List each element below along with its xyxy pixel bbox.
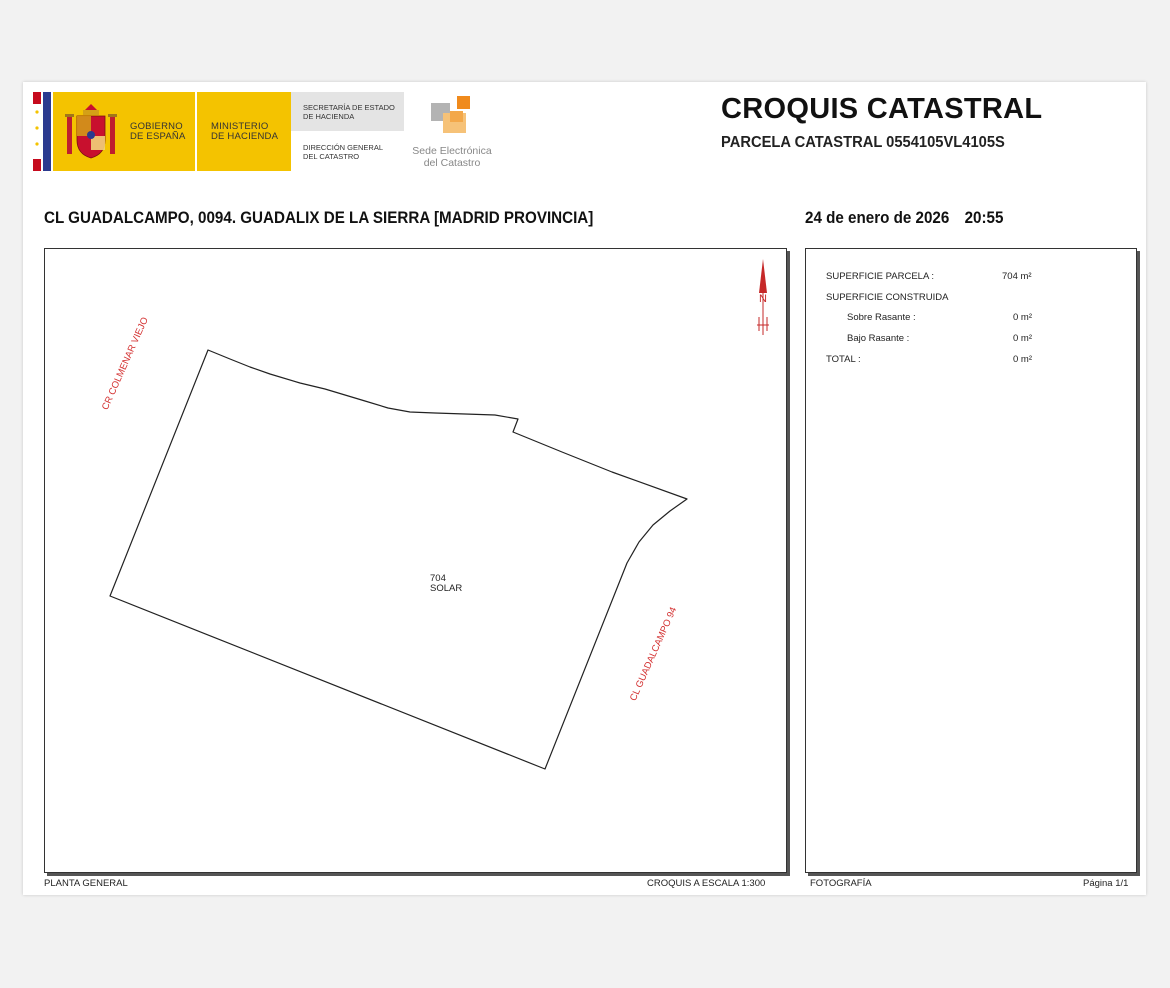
- parcel-area-label: 704: [430, 573, 446, 584]
- superficie-parcela-value: 704 m²: [1002, 271, 1032, 282]
- map-panel: [44, 248, 787, 873]
- cadastral-sheet: [23, 82, 1146, 895]
- footer-planta-general: PLANTA GENERAL: [44, 878, 128, 889]
- footer-pagina: Página 1/1: [1083, 878, 1129, 889]
- street-label-guadalcampo: CL GUADALCAMPO 94: [627, 605, 680, 703]
- street-label-colmenar: CR COLMENAR VIEJO: [99, 315, 151, 412]
- sede-text: [407, 145, 497, 169]
- total-label: TOTAL :: [826, 354, 861, 365]
- bajo-rasante-label: Bajo Rasante :: [847, 333, 910, 344]
- secretaria-text: [303, 103, 395, 121]
- ministry-line-2: DE HACIENDA: [211, 131, 279, 142]
- footer-escala: CROQUIS A ESCALA 1:300: [647, 878, 766, 889]
- parcel-use-label: SOLAR: [430, 583, 463, 594]
- issue-date: 24 de enero de 2026: [805, 209, 950, 227]
- flag-blue-stripe: [43, 92, 51, 171]
- coat-of-arms-icon: [63, 102, 119, 162]
- parcel-outline: [110, 350, 687, 769]
- ministry-line-1: MINISTERIO: [211, 121, 269, 132]
- eu-stars-icon: [33, 92, 41, 171]
- ministry-text: [211, 122, 278, 142]
- gov-line-1: GOBIERNO: [130, 121, 183, 132]
- sede-catastro-logo-icon: [429, 94, 473, 136]
- gov-line-2: DE ESPAÑA: [130, 131, 186, 142]
- superficie-construida-label: SUPERFICIE CONSTRUIDA: [826, 292, 949, 303]
- issue-time: 20:55: [964, 209, 1004, 227]
- secretaria-line-1: SECRETARÍA DE ESTADO: [303, 103, 395, 112]
- gov-espana-text: [130, 122, 185, 142]
- issue-date-time: [805, 209, 1003, 228]
- sobre-rasante-value: 0 m²: [1013, 312, 1032, 323]
- spain-flag-strip: [33, 92, 53, 171]
- document-title: CROQUIS CATASTRAL: [721, 93, 1043, 125]
- sobre-rasante-label: Sobre Rasante :: [847, 312, 916, 323]
- north-label: N: [759, 293, 767, 305]
- parcel-label: [430, 574, 462, 594]
- secretaria-line-2: DE HACIENDA: [303, 112, 355, 121]
- superficie-parcela-label: SUPERFICIE PARCELA :: [826, 271, 935, 282]
- sede-line-2: del Catastro: [423, 157, 481, 169]
- parcel-map: [45, 249, 786, 872]
- direccion-line-1: DIRECCIÓN GENERAL: [303, 143, 384, 152]
- bajo-rasante-value: 0 m²: [1013, 333, 1032, 344]
- parcel-reference: PARCELA CATASTRAL 0554105VL4105S: [721, 134, 1005, 151]
- total-value: 0 m²: [1013, 354, 1032, 365]
- sede-line-1: Sede Electrónica: [412, 145, 492, 157]
- surface-info-panel: [805, 248, 1137, 873]
- footer-fotografia: FOTOGRAFÍA: [810, 878, 872, 889]
- parcel-address: CL GUADALCAMPO, 0094. GUADALIX DE LA SIERRA [MADRID PROVINCIA]: [44, 209, 594, 227]
- direccion-text: [303, 143, 383, 161]
- direccion-line-2: DEL CATASTRO: [303, 152, 360, 161]
- gov-divider: [195, 92, 197, 171]
